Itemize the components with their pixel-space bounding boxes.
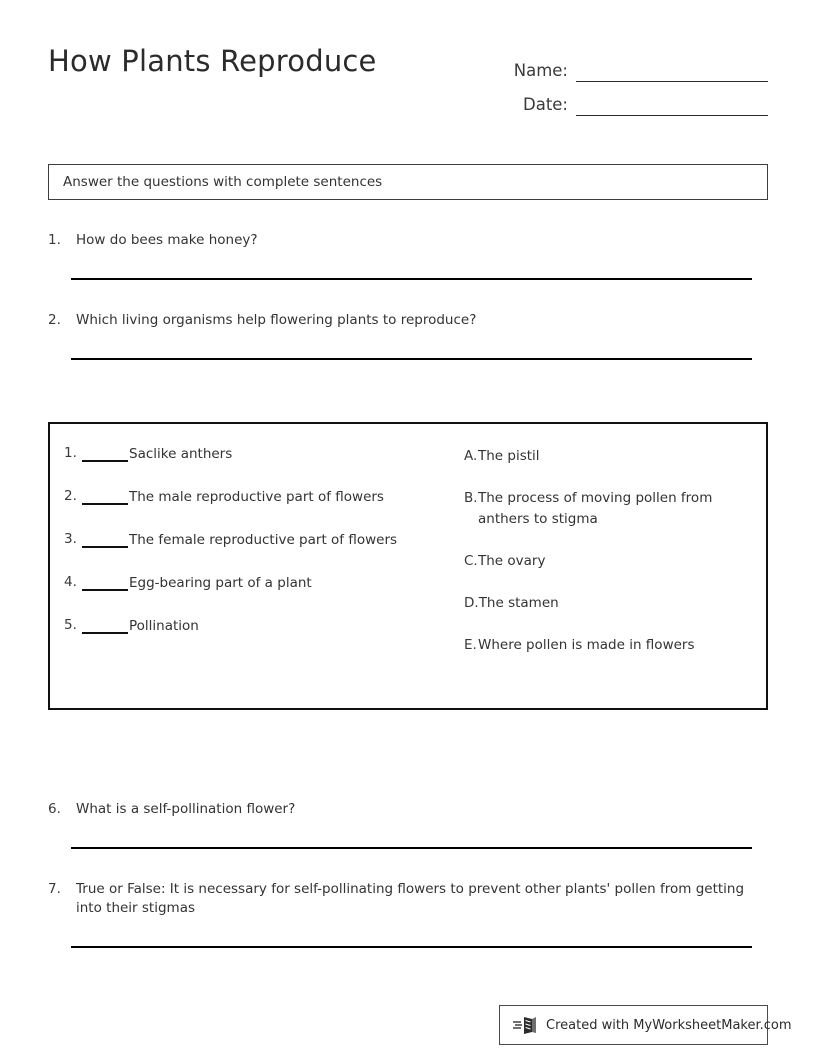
matching-option-b [464,488,752,530]
matching-item-5-text: Pollination [129,618,199,634]
question-1-answer-line[interactable] [71,278,752,280]
matching-item-2 [64,487,414,508]
question-1-text: How do bees make honey? [76,232,258,248]
question-1-head [48,231,768,250]
name-field-row [500,48,768,82]
matching-option-e-text: Where pollen is made in flowers [478,637,695,653]
matching-items-column [64,444,414,637]
question-7-number: 7. [48,881,61,897]
worksheet-header [48,44,768,124]
matching-item-3-number: 3. [64,531,77,547]
matching-option-b-text: The process of moving pollen from anthers to stigma [478,490,713,527]
matching-option-b-letter: B. [464,490,478,506]
matching-item-1 [64,444,414,465]
matching-option-d-letter: D. [464,595,479,611]
matching-item-1-blank[interactable] [82,444,128,462]
question-6-head [48,800,768,819]
matching-item-3-blank[interactable] [82,530,128,548]
matching-option-d [464,593,752,614]
date-label: Date: [523,95,568,114]
matching-item-1-number: 1. [64,445,77,461]
matching-item-5-number: 5. [64,617,77,633]
worksheet-maker-logo-icon [512,1014,542,1036]
matching-item-3-text: The female reproductive part of flowers [129,532,398,548]
date-field-row [500,82,768,116]
matching-item-5 [64,616,414,637]
question-1 [48,231,768,250]
matching-option-e-letter: E. [464,637,477,653]
date-input[interactable] [576,93,768,116]
matching-item-4-text: Egg-bearing part of a plant [129,575,312,591]
question-7-answer-line[interactable] [71,946,752,948]
matching-item-3 [64,530,414,551]
footer-badge-text: Created with MyWorksheetMaker.com [546,1017,792,1033]
matching-item-4-blank[interactable] [82,573,128,591]
matching-item-4 [64,573,414,594]
question-6-text: What is a self-pollination flower? [76,801,296,817]
question-2-answer-line[interactable] [71,358,752,360]
matching-option-d-text: The stamen [478,595,559,611]
question-2-head [48,311,768,330]
name-date-group [500,48,768,116]
matching-options-column [464,446,752,656]
instruction-text: Answer the questions with complete sentences [63,174,383,190]
question-7 [48,880,768,918]
matching-item-2-text: The male reproductive part of flowers [129,489,384,505]
matching-item-5-blank[interactable] [82,616,128,634]
question-2-text: Which living organisms help flowering plants to reproduce? [76,312,477,328]
matching-item-4-number: 4. [64,574,77,590]
instruction-box [48,164,768,200]
name-input[interactable] [576,59,768,82]
question-1-number: 1. [48,232,61,248]
matching-option-a-text: The pistil [478,448,540,464]
matching-item-2-blank[interactable] [82,487,128,505]
question-7-text: True or False: It is necessary for self-pollinating flowers to prevent other plants' pollen from getting into their stigmas [76,881,745,916]
matching-option-c [464,551,752,572]
name-label: Name: [513,61,568,80]
page-title: How Plants Reproduce [48,44,377,78]
matching-option-c-text: The ovary [478,553,546,569]
question-7-head [48,880,768,918]
matching-option-a-letter: A. [464,448,478,464]
matching-option-e [464,635,752,656]
matching-item-2-number: 2. [64,488,77,504]
footer-badge[interactable] [499,1005,792,1045]
matching-option-c-letter: C. [464,553,478,569]
question-6-answer-line[interactable] [71,847,752,849]
matching-item-1-text: Saclike anthers [129,446,233,462]
question-2 [48,311,768,330]
matching-exercise-box [48,422,768,710]
question-6-number: 6. [48,801,61,817]
matching-option-a [464,446,752,467]
question-6 [48,800,768,819]
question-2-number: 2. [48,312,61,328]
